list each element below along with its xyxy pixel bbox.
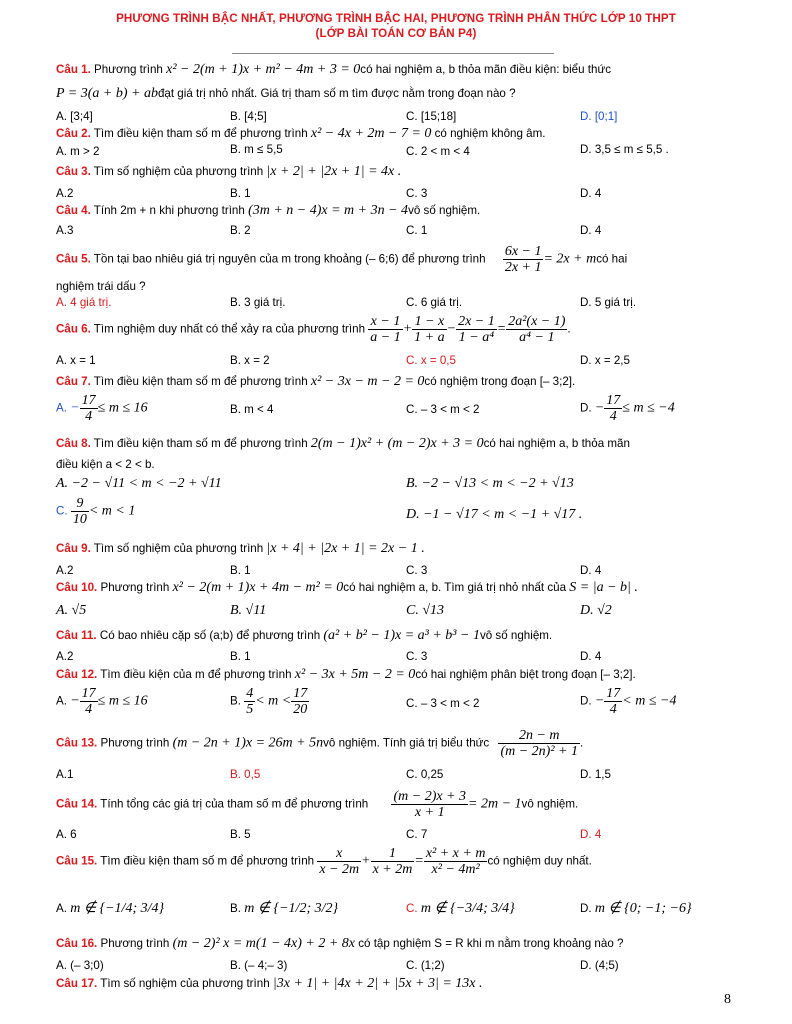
doc-title-line1: PHƯƠNG TRÌNH BẬC NHẤT, PHƯƠNG TRÌNH BẬC HAI, PHƯƠNG TRÌNH PHÂN THỨC LỚP 10 THPT: [116, 12, 676, 25]
question-5: [56, 244, 627, 275]
inequality: ≤ m ≤ 16: [97, 693, 148, 709]
question-text: Tính 2m + n khi phương trình: [90, 204, 249, 217]
inequality: < m ≤ −4: [622, 693, 677, 709]
equation: (a² + b² − 1)x = a³ + b³ − 1: [323, 628, 480, 643]
fraction: [391, 789, 468, 820]
question-1: [56, 62, 722, 78]
option-c: C. 2 < m < 4: [406, 145, 470, 158]
question-label: Câu 16.: [56, 937, 98, 950]
option-b: B. m ≤ 5,5: [230, 143, 283, 156]
question-label: Câu 10.: [56, 581, 98, 594]
equation: (m − 2n + 1)x = 26m + 5n: [172, 735, 324, 751]
equation: x² − 2(m + 1)x + m² − 4m + 3 = 0: [166, 62, 361, 77]
numerator: 2x − 1: [458, 314, 495, 329]
option-c: C. 1: [406, 224, 428, 237]
fraction: [71, 496, 89, 527]
question-11: [56, 628, 552, 644]
option-d: D. 4: [580, 564, 602, 577]
option-c: C. (1;2): [406, 959, 445, 972]
question-12: [56, 667, 636, 683]
option-d: D. √2: [580, 603, 612, 618]
option-a: A. √5: [56, 603, 87, 618]
equation: |x + 2| + |2x + 1| = 4x .: [266, 164, 402, 179]
option-c: C. [15;18]: [406, 110, 457, 123]
question-text: Tìm điều kiện của m để phương trình: [97, 668, 295, 681]
fraction: [368, 314, 402, 345]
question-text: Phương trình: [97, 736, 173, 750]
equation: |x + 4| + |2x + 1| = 2x − 1 .: [266, 541, 425, 556]
option-a: A.3: [56, 224, 74, 237]
denominator: 4: [85, 702, 93, 717]
question-2: [56, 126, 545, 142]
fraction: [371, 846, 415, 877]
option-b: B. 1: [230, 650, 251, 663]
fraction: [244, 686, 255, 717]
fraction: [506, 314, 567, 345]
question-text: có hai: [596, 252, 628, 266]
option-c-answer: [56, 496, 135, 527]
numerator: 2a²(x − 1): [508, 314, 566, 329]
option-d: D. (4;5): [580, 959, 619, 972]
inequality: ≤ m ≤ 16: [97, 400, 148, 416]
question-label: Câu 6.: [56, 322, 91, 336]
option-a-answer: A. 4 giá trị.: [56, 296, 112, 309]
option-c: C. – 3 < m < 2: [406, 403, 480, 416]
equation: x² − 3x + 5m − 2 = 0: [294, 667, 416, 682]
option-letter: C.: [56, 504, 68, 518]
numerator: 17: [81, 393, 96, 408]
option-c-answer: C. x = 0,5: [406, 354, 456, 367]
option-c: C. 6 giá trị.: [406, 296, 463, 309]
option-c: C. 0,25: [406, 768, 444, 781]
equation: |3x + 1| + |4x + 2| + |5x + 3| = 13x .: [272, 976, 483, 991]
numerator: 17: [293, 686, 308, 701]
question-text: Phương trình: [97, 581, 173, 594]
question-text: vô số nghiệm.: [479, 629, 553, 642]
option-b: B. √11: [230, 603, 267, 618]
denominator: 1 − a⁴: [458, 330, 495, 345]
question-text: Tìm nghiệm duy nhất có thể xảy ra của phương trình: [90, 322, 366, 336]
question-label: Câu 5.: [56, 252, 91, 266]
denominator: x² − 4m²: [431, 862, 480, 877]
question-text: vô nghiệm.: [521, 797, 579, 811]
option-d: D. −1 − √17 < m < −1 + √17 .: [406, 507, 583, 522]
question-text: Tính tổng các giá trị của tham số m để phương trình: [97, 797, 369, 811]
option-b-answer: B. 0,5: [230, 768, 261, 781]
option-a: A. −2 − √11 < m < −2 + √11: [56, 476, 222, 491]
equation: (m − 2)² x = m(1 − 4x) + 2 + 8x: [172, 936, 356, 951]
option-b: B. 2: [230, 224, 251, 237]
option-letter: D.: [580, 401, 592, 415]
set-expression: m ∉ {−1/4; 3/4}: [70, 901, 165, 916]
option-letter: A.: [56, 401, 67, 415]
question-17: [56, 976, 483, 992]
numerator: 1 − x: [412, 314, 446, 330]
fraction: [412, 314, 446, 345]
fraction: [317, 846, 361, 877]
question-text: có tập nghiệm S = R khi m nằm trong khoảng nào ?: [355, 937, 624, 950]
set-expression: m ∉ {−1/2; 3/2}: [244, 901, 339, 916]
option-b: B. 3 giá trị.: [230, 296, 286, 309]
fraction: [503, 244, 544, 275]
question-label: Câu 8.: [56, 437, 91, 450]
option-b: B. [4;5]: [230, 110, 267, 123]
fraction: [424, 846, 488, 877]
option-letter: A.: [56, 902, 67, 915]
option-a: A.2: [56, 187, 74, 200]
question-label: Câu 1.: [56, 63, 91, 76]
question-text: có hai nghiệm phân biệt trong đoạn [– 3;2].: [415, 668, 636, 681]
option-c: C. √13: [406, 603, 445, 618]
option-c-answer: [406, 900, 515, 917]
question-text: Tìm số nghiệm của phương trình: [90, 542, 267, 555]
option-letter: B.: [230, 694, 241, 708]
denominator: 2x + 1: [504, 260, 542, 275]
option-d-answer: D. 4: [580, 828, 602, 841]
numerator: 17: [606, 686, 621, 701]
question-label: Câu 3.: [56, 165, 91, 178]
equation: x² − 3x − m − 2 = 0: [310, 374, 425, 389]
denominator: x + 1: [414, 805, 445, 820]
question-text: có nghiệm trong đoạn [– 3;2].: [424, 375, 576, 388]
set-expression: m ∉ {0; −1; −6}: [594, 901, 692, 916]
doc-title-line2: (LỚP BÀI TOÁN CƠ BẢN P4): [315, 27, 477, 40]
page-number: 8: [724, 992, 731, 1007]
option-c: C. 3: [406, 650, 428, 663]
option-b: B. 1: [230, 187, 251, 200]
numerator: x − 1: [368, 314, 402, 330]
denominator: 4: [609, 409, 617, 424]
option-c: C. 3: [406, 187, 428, 200]
equation: (3m + n − 4)x = m + 3n − 4: [248, 203, 409, 218]
question-text: Tìm số nghiệm của phương trình: [97, 977, 273, 990]
fraction: [80, 393, 98, 424]
denominator: x − 2m: [319, 862, 360, 877]
option-b: [230, 686, 309, 717]
question-7: [56, 374, 575, 390]
denominator: 4: [609, 702, 617, 717]
question-text: có nghiệm không âm.: [431, 127, 546, 140]
option-letter: A.: [56, 694, 67, 708]
equation: = 2m − 1: [468, 796, 522, 812]
question-label: Câu 2.: [56, 127, 91, 140]
question-text: Tìm số nghiệm của phương trình: [90, 165, 267, 178]
title-divider: [232, 53, 554, 54]
question-9: [56, 541, 425, 557]
denominator: 1 + a: [414, 330, 445, 345]
question-text: có hai nghiệm a, b thỏa mãn: [483, 437, 630, 450]
question-label: Câu 4.: [56, 204, 91, 217]
question-text: Tìm điều kiện tham số m để phương trình: [90, 127, 311, 140]
question-15: Câu 15. Tìm điều kiện tham số m để phương trình $\frac{x}{x - 2m}$ + $\frac{1}{x + 2m}$ = $\frac{\text{x² + x + m}}{\text{x² − 4m²}}$ có nghiệm duy nhất.: [56, 846, 592, 877]
option-b: B. 5: [230, 828, 251, 841]
question-5-cont: nghiệm trái dấu ?: [56, 280, 146, 293]
option-c: C. 3: [406, 564, 428, 577]
numerator: 4: [246, 686, 254, 701]
question-8: [56, 436, 630, 452]
question-label: Câu 13.: [56, 736, 98, 750]
question-text: vô số nghiệm.: [408, 204, 481, 217]
equation: 2(m − 1)x² + (m − 2)x + 3 = 0: [310, 436, 484, 451]
numerator: 9: [71, 496, 89, 512]
option-d: D. 1,5: [580, 768, 611, 781]
question-14: [56, 789, 578, 820]
option-a: A. [3;4]: [56, 110, 93, 123]
option-a: A.2: [56, 564, 74, 577]
option-d: D. 3,5 ≤ m ≤ 5,5 .: [580, 143, 669, 156]
question-label: Câu 11.: [56, 629, 97, 642]
question-16: [56, 936, 623, 952]
option-c: C. – 3 < m < 2: [406, 697, 480, 710]
question-label: Câu 15.: [56, 854, 98, 868]
question-text: có nghiệm duy nhất.: [487, 854, 592, 868]
option-b: B. x = 2: [230, 354, 270, 367]
denominator: 10: [72, 512, 87, 527]
option-a: A. 6: [56, 828, 77, 841]
numerator: (m − 2)x + 3: [393, 789, 467, 804]
question-13: Câu 13. Phương trình (m − 2n + 1)x = 26m + 5nvô nghiệm. Tính giá trị biểu thức $\frac{2n - m}{\text{(m − 2n)² + 1}}$ .: [56, 728, 584, 759]
numerator: x: [317, 846, 361, 862]
inequality: < m <: [255, 693, 292, 709]
option-b: B. m < 4: [230, 403, 274, 416]
option-letter: D.: [580, 902, 592, 915]
question-3: [56, 164, 401, 180]
set-expression: m ∉ {−3/4; 3/4}: [420, 901, 515, 916]
denominator: (m − 2n)² + 1: [500, 744, 578, 759]
option-a: A. x = 1: [56, 354, 96, 367]
option-c: C. 7: [406, 828, 428, 841]
option-d: D. x = 2,5: [580, 354, 630, 367]
question-text: Tìm điều kiện tham số m để phương trình: [97, 854, 315, 868]
denominator: 5: [246, 702, 254, 717]
fraction: [604, 686, 622, 717]
inequality: < m < 1: [88, 503, 136, 519]
question-text: Có bao nhiêu cặp số (a;b) để phương trình: [96, 629, 324, 642]
question-10: [56, 580, 638, 596]
question-label: Câu 17.: [56, 977, 98, 990]
fraction: [498, 728, 580, 759]
option-a: A. (– 3;0): [56, 959, 104, 972]
question-text: Tồn tại bao nhiêu giá trị nguyên của m trong khoảng (– 6;6) để phương trình: [90, 252, 486, 266]
numerator: 17: [606, 393, 621, 408]
option-a: A. − $\frac{17}{4}$ ≤ m ≤ 16: [56, 686, 148, 717]
question-text: Tìm điều kiện tham số m để phương trình: [90, 375, 311, 388]
fraction: [80, 686, 98, 717]
option-d: D. 5 giá trị.: [580, 296, 637, 309]
option-d: D. 4: [580, 650, 602, 663]
numerator: 2n − m: [498, 728, 580, 744]
option-b: [230, 900, 338, 917]
question-text: có hai nghiệm a, b thỏa mãn điều kiện: biểu thức: [360, 63, 612, 76]
equation: = 2x + m: [543, 251, 597, 267]
expression: P = 3(a + b) + ab: [56, 86, 158, 101]
option-a: A.1: [56, 768, 74, 781]
question-text: vô nghiệm. Tính giá trị biểu thức: [323, 736, 490, 750]
equation: x² − 4x + 2m − 7 = 0: [310, 126, 432, 141]
option-a-answer: A. − $\frac{17}{4}$ ≤ m ≤ 16: [56, 393, 148, 424]
option-b: B. −2 − √13 < m < −2 + √13: [406, 476, 574, 491]
question-label: Câu 7.: [56, 375, 91, 388]
denominator: 20: [293, 702, 308, 717]
option-letter: C.: [406, 902, 418, 915]
option-a: A. m > 2: [56, 145, 100, 158]
fraction: [291, 686, 309, 717]
equation: x² − 2(m + 1)x + 4m − m² = 0: [172, 580, 344, 595]
question-text: Phương trình: [97, 937, 173, 950]
option-d: D. − $\frac{17}{4}$ < m ≤ −4: [580, 686, 677, 717]
question-label: Câu 12.: [56, 668, 98, 681]
question-8-cont: điều kiện a < 2 < b.: [56, 458, 155, 471]
numerator: x² + x + m: [425, 846, 486, 861]
equation: S = |a − b| .: [569, 580, 638, 595]
option-d: [580, 900, 692, 917]
question-label: Câu 9.: [56, 542, 91, 555]
denominator: 4: [85, 409, 93, 424]
numerator: 1: [371, 846, 415, 862]
option-d: D. − $\frac{17}{4}$ ≤ m ≤ −4: [580, 393, 675, 424]
question-text: có hai nghiệm a, b. Tìm giá trị nhỏ nhất của: [343, 581, 570, 594]
inequality: ≤ m ≤ −4: [622, 400, 675, 416]
numerator: 6x − 1: [504, 244, 542, 259]
question-1-cont: [56, 86, 516, 102]
denominator: a⁴ − 1: [519, 330, 555, 345]
option-letter: D.: [580, 694, 592, 708]
option-b: B. (– 4;– 3): [230, 959, 288, 972]
question-label: Câu 14.: [56, 797, 98, 811]
question-6: Câu 6. Tìm nghiệm duy nhất có thể xảy ra của phương trình $\frac{x - 1}{a - 1}$ + $\frac{1 - x}{1 + a}$ − $\frac{2x - 1}{\text{1 − a⁴}}$ = $\frac{\text{2a²(x − 1)}}{\text{a⁴ − 1}}$ .: [56, 314, 571, 345]
option-a: A.2: [56, 650, 74, 663]
question-4: [56, 203, 480, 219]
fraction: [604, 393, 622, 424]
denominator: x + 2m: [372, 862, 413, 877]
option-d: D. 4: [580, 187, 602, 200]
question-text: đạt giá trị nhỏ nhất. Giá trị tham số m tìm được nằm trong đoạn nào ?: [157, 87, 516, 100]
question-text: Tìm điều kiện tham số m để phương trình: [90, 437, 311, 450]
option-b: B. 1: [230, 564, 251, 577]
option-d: D. 4: [580, 224, 602, 237]
numerator: 17: [81, 686, 96, 701]
option-d-answer: D. [0;1]: [580, 110, 618, 123]
fraction: [456, 314, 497, 345]
option-a: [56, 900, 164, 917]
option-letter: B.: [230, 902, 241, 915]
denominator: a − 1: [370, 330, 401, 345]
question-text: Phương trình: [90, 63, 167, 76]
